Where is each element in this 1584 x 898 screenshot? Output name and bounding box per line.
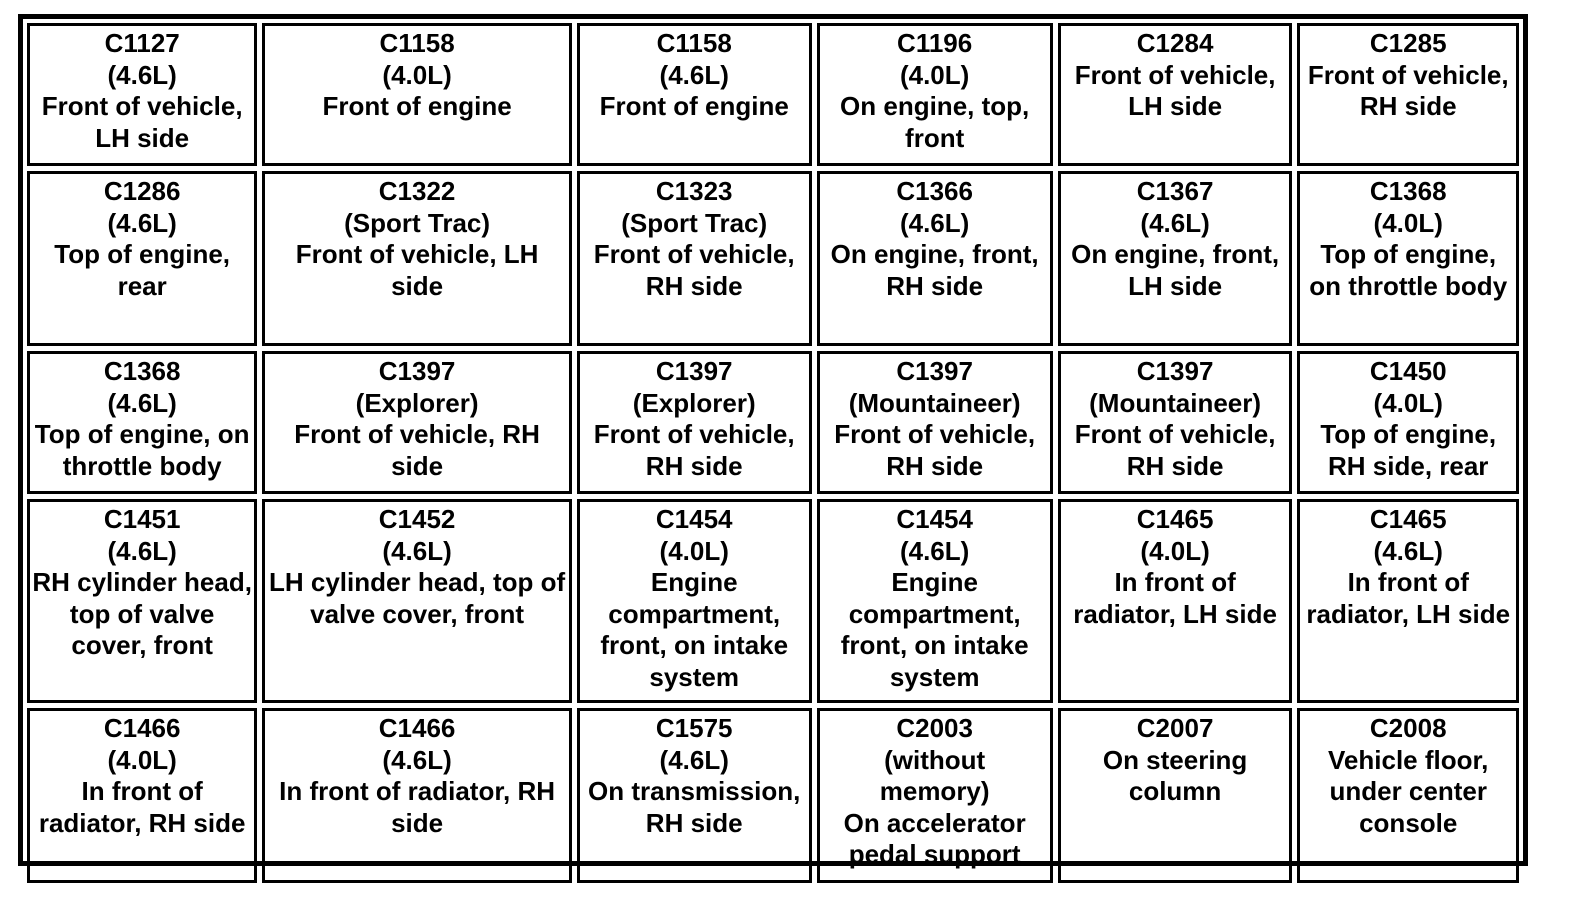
- connector-cell: [262, 23, 572, 166]
- connector-cell: [1297, 351, 1519, 494]
- connector-cell: [1058, 708, 1293, 883]
- connector-variant: (4.6L): [107, 207, 177, 238]
- connector-code: C1366: [896, 176, 973, 206]
- connector-variant: (without memory): [879, 744, 990, 806]
- connector-cell: [1297, 708, 1519, 883]
- connector-cell: [262, 171, 572, 346]
- connector-cell: [577, 708, 812, 883]
- connector-location: Engine compartment, front, on intake system: [600, 567, 789, 692]
- connector-variant: (4.6L): [659, 59, 729, 90]
- connector-variant: (4.6L): [382, 744, 452, 775]
- connector-code: C1322: [378, 176, 456, 206]
- connector-variant: (4.0L): [1373, 207, 1443, 238]
- connector-code: C1397: [1136, 356, 1214, 386]
- connector-location: On engine, front, LH side: [1071, 239, 1280, 301]
- connector-location: Top of engine, rear: [54, 239, 231, 301]
- connector-cell: [1058, 171, 1293, 346]
- connector-variant: (4.0L): [1140, 535, 1210, 566]
- connector-variant: (4.6L): [107, 387, 177, 418]
- connector-location: Top of engine, on throttle body: [34, 419, 250, 481]
- connector-location: Front of vehicle, RH side: [1307, 59, 1509, 121]
- connector-cell: [817, 499, 1053, 703]
- connector-code: C1451: [103, 504, 181, 534]
- connector-location: Top of engine, on throttle body: [1309, 239, 1508, 301]
- connector-location: Front of vehicle, RH side: [593, 239, 795, 301]
- connector-cell: [262, 499, 572, 703]
- connector-variant: (Explorer): [355, 387, 479, 418]
- connector-location: In front of radiator, LH side: [1306, 567, 1511, 629]
- connector-cell: [577, 499, 812, 703]
- connector-code: C1196: [897, 28, 973, 58]
- connector-cell: [262, 708, 572, 883]
- connector-cell: [262, 351, 572, 494]
- connector-code: C1158: [379, 28, 455, 58]
- connector-cell: [27, 708, 257, 883]
- connector-code: C1368: [103, 356, 181, 386]
- connector-location: On steering column: [1102, 744, 1248, 806]
- connector-code: C1450: [1369, 356, 1447, 386]
- connector-code: C1368: [1369, 176, 1447, 206]
- connector-code: C1452: [378, 504, 456, 534]
- connector-variant: (Sport Trac): [621, 207, 768, 238]
- connector-code: C1323: [655, 176, 733, 206]
- connector-variant: (4.6L): [1140, 207, 1210, 238]
- connector-location: In front of radiator, RH side: [279, 776, 556, 838]
- connector-code: C1127: [104, 28, 180, 58]
- connector-cell: [577, 171, 812, 346]
- connector-cell: [27, 171, 257, 346]
- connector-location: Front of vehicle, LH side: [41, 91, 243, 153]
- connector-code: C1397: [896, 356, 973, 386]
- connector-cell: [817, 351, 1053, 494]
- connector-variant: (4.0L): [659, 535, 729, 566]
- connector-location: Front of vehicle, RH side: [1074, 419, 1276, 481]
- connector-variant: (4.6L): [1373, 535, 1443, 566]
- connector-code: C1454: [896, 504, 973, 534]
- connector-code: C2003: [896, 713, 973, 743]
- connector-location: On transmission, RH side: [588, 776, 801, 838]
- connector-code: C1367: [1136, 176, 1214, 206]
- connector-location: Front of vehicle, LH side: [295, 239, 539, 301]
- connector-location-table: [22, 18, 1524, 888]
- connector-variant: (Mountaineer): [848, 387, 1021, 418]
- connector-cell: [1058, 499, 1293, 703]
- connector-cell: [1297, 23, 1519, 166]
- connector-location: On accelerator pedal support: [843, 807, 1026, 869]
- connector-code: C1397: [378, 356, 456, 386]
- table-row: [27, 708, 1519, 883]
- connector-location: Front of vehicle, RH side: [834, 419, 1036, 481]
- table-row: [27, 171, 1519, 346]
- connector-cell: [577, 23, 812, 166]
- connector-location: Engine compartment, front, on intake system: [840, 567, 1029, 692]
- connector-code: C1465: [1369, 504, 1447, 534]
- connector-code: C1284: [1136, 28, 1214, 58]
- connector-cell: [817, 23, 1053, 166]
- table-row: [27, 351, 1519, 494]
- connector-location: Front of engine: [322, 91, 512, 121]
- connector-table-frame: [18, 14, 1528, 869]
- connector-code: C1466: [103, 713, 181, 743]
- connector-location: On engine, front, RH side: [830, 239, 1039, 301]
- connector-code: C1285: [1369, 28, 1447, 58]
- connector-cell: [27, 499, 257, 703]
- connector-variant: (Explorer): [632, 387, 756, 418]
- connector-location: LH cylinder head, top of valve cover, front: [269, 567, 566, 629]
- connector-location: In front of radiator, LH side: [1073, 567, 1277, 629]
- connector-code: C1465: [1136, 504, 1214, 534]
- connector-variant: (4.6L): [899, 535, 970, 566]
- connector-cell: [1058, 23, 1293, 166]
- connector-code: C1466: [378, 713, 456, 743]
- connector-variant: (4.6L): [107, 535, 177, 566]
- connector-code: C2007: [1136, 713, 1214, 743]
- table-row: [27, 23, 1519, 166]
- connector-variant: (Sport Trac): [344, 207, 491, 238]
- connector-location: Front of vehicle, RH side: [593, 419, 795, 481]
- connector-cell: [577, 351, 812, 494]
- connector-cell: [27, 23, 257, 166]
- connector-variant: (4.0L): [899, 59, 970, 90]
- connector-cell: [27, 351, 257, 494]
- connector-location: Top of engine, RH side, rear: [1320, 419, 1497, 481]
- connector-cell: [817, 171, 1053, 346]
- connector-variant: (Mountaineer): [1089, 387, 1262, 418]
- connector-location: Front of engine: [599, 91, 789, 121]
- connector-location: On engine, top, front: [840, 91, 1030, 153]
- connector-variant: (4.6L): [382, 535, 452, 566]
- connector-location: Front of vehicle, RH side: [294, 419, 540, 481]
- connector-cell: [1297, 171, 1519, 346]
- connector-variant: (4.0L): [382, 59, 452, 90]
- connector-location: Vehicle floor, under center console: [1328, 744, 1489, 838]
- connector-location: Front of vehicle, LH side: [1074, 59, 1276, 121]
- connector-code: C1158: [656, 28, 732, 58]
- connector-code: C1286: [103, 176, 181, 206]
- connector-cell: [1058, 351, 1293, 494]
- connector-variant: (4.6L): [659, 744, 729, 775]
- connector-code: C2008: [1369, 713, 1447, 743]
- connector-location: RH cylinder head, top of valve cover, front: [32, 567, 252, 660]
- connector-code: C1397: [655, 356, 733, 386]
- connector-code: C1575: [655, 713, 733, 743]
- connector-variant: (4.0L): [107, 744, 177, 775]
- connector-variant: (4.0L): [1373, 387, 1443, 418]
- connector-code: C1454: [655, 504, 733, 534]
- connector-cell: [817, 708, 1053, 883]
- connector-cell: [1297, 499, 1519, 703]
- connector-location: In front of radiator, RH side: [38, 776, 246, 838]
- connector-variant: (4.6L): [899, 207, 970, 238]
- connector-variant: (4.6L): [107, 59, 177, 90]
- table-row: [27, 499, 1519, 703]
